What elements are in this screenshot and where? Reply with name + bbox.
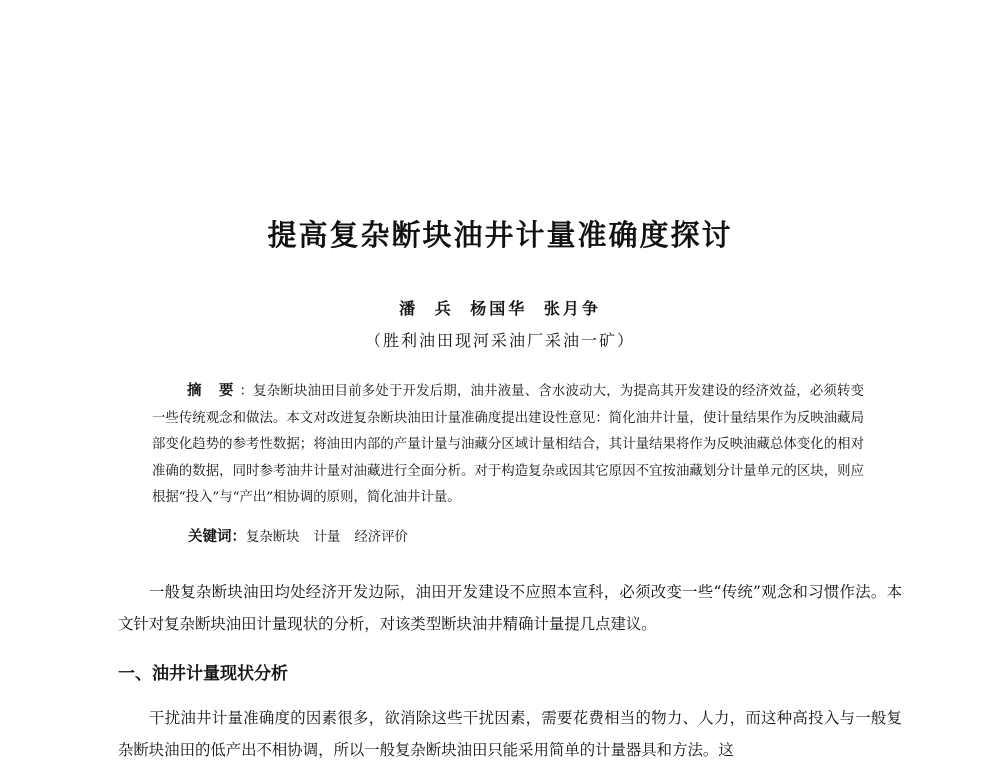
section-heading: 一、油井计量现状分析 (118, 664, 288, 684)
abstract-text: ：复杂断块油田目前多处于开发后期，油井液量、含水波动大，为提高其开发建设的经济效益，必须转变一些传统观念和做法。本文对改进复杂断块油田计量准确度提出建设性意见：简化油井计量，使计量结果作为反映油藏局部变化趋势的参考性数据；将油田内部的产量计量与油藏分区域计量相结合，其计量结果将作为反映油藏总体变化的相对准确的数据，同时参考油井计量对油藏进行全面分析。对于构造复杂或因其它原因不宜按油藏划分计量单元的区块，则应根据“投入”与“产出”相协调的原则，简化油井计量。 (152, 384, 864, 505)
body-paragraph: 干扰油井计量准确度的因素很多，欲消除这些干扰因素，需要花费相当的物力、人力，而这种高投入与一般复杂断块油田的低产出不相协调，所以一般复杂断块油田只能采用简单的计量器具和方法。这 (118, 709, 902, 759)
author-affiliation: （胜利油田现河采油厂采油一矿） (364, 331, 635, 350)
abstract-label: 摘 要 (187, 383, 240, 399)
keyword-item: 计量 (313, 530, 341, 545)
intro-paragraph: 一般复杂断块油田均处经济开发边际，油田开发建设不应照本宣科，必须改变一些“传统”观念和习惯作法。本文针对复杂断块油田计量现状的分析，对该类型断块油井精确计量提几点建议。 (118, 583, 902, 633)
keywords (188, 525, 422, 546)
author-list: 潘 兵 杨国华 张月争 (399, 299, 601, 318)
keyword-item: 复杂断块 (246, 530, 300, 545)
abstract (152, 378, 864, 512)
paper-title: 提高复杂断块油井计量准确度探讨 (267, 218, 733, 252)
keyword-item: 经济评价 (354, 530, 408, 545)
keywords-label: 关键词： (188, 529, 246, 545)
